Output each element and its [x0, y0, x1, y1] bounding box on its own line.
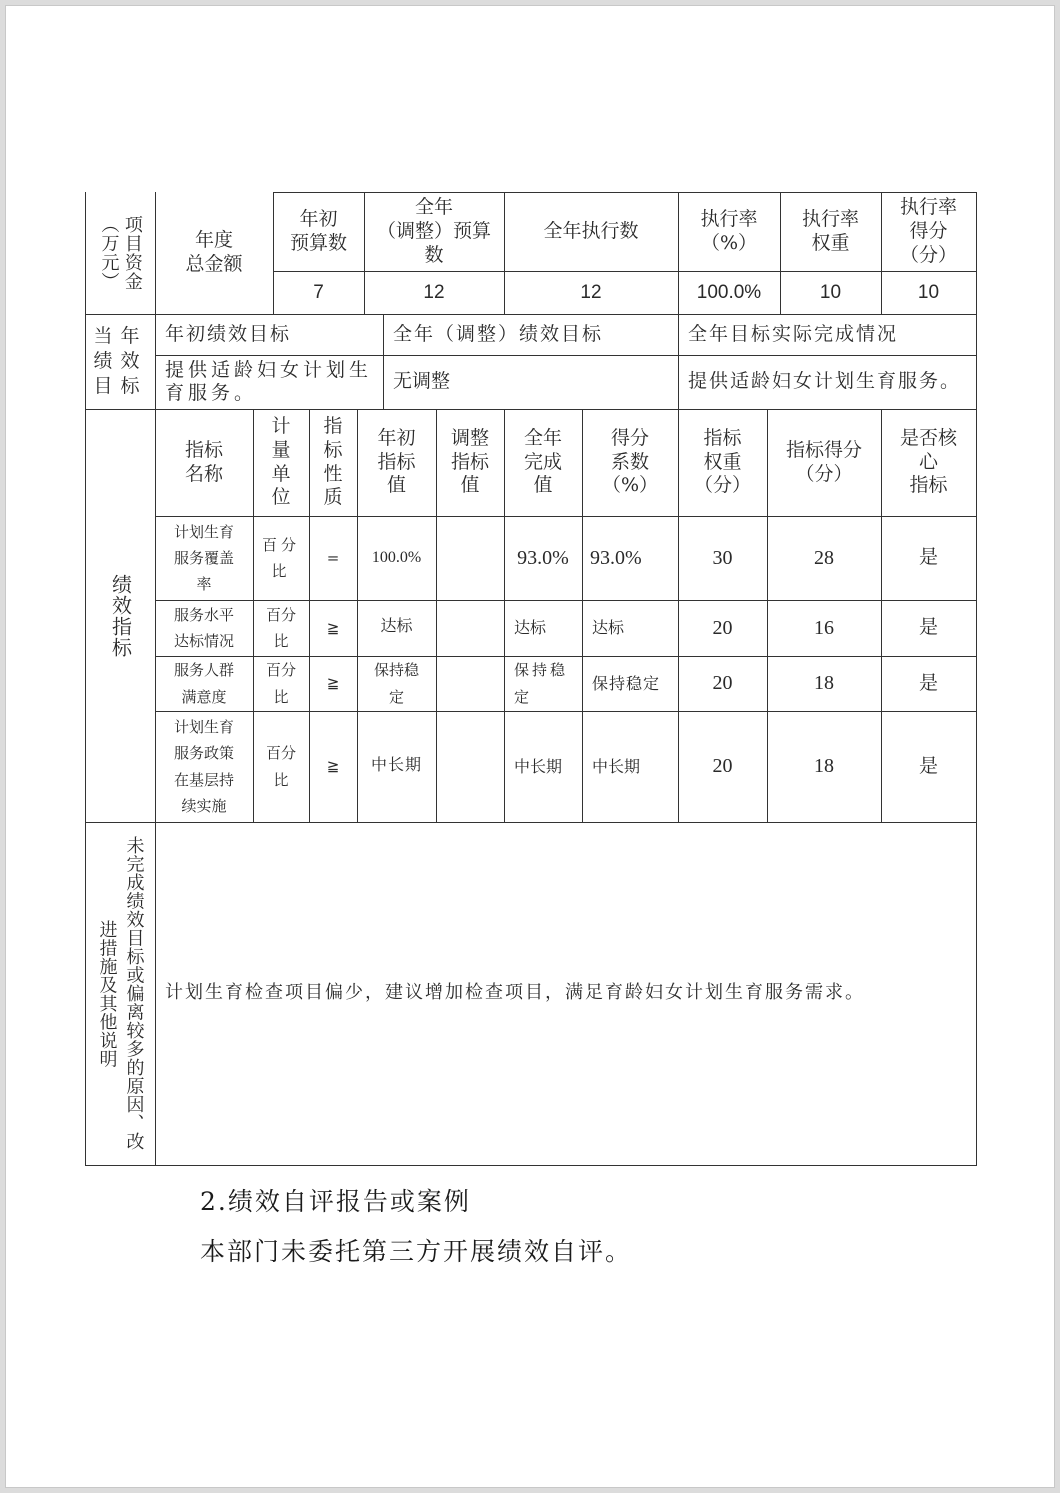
funds-value-adjusted: 12 — [423, 282, 445, 304]
deviation-text: 计划生育检查项目偏少，建议增加检查项目，满足育龄妇女计划生育服务需求。 — [165, 982, 865, 1004]
grid-line — [273, 271, 977, 272]
indicator-row-1-completed: 93.0% — [517, 546, 569, 569]
indicator-row-1-weight: 30 — [712, 546, 733, 569]
indicator-row-3-weight: 20 — [712, 672, 733, 694]
grid-line — [155, 355, 977, 356]
goals-header-actual: 全年目标实际完成情况 — [688, 322, 899, 345]
funds-value-rate: 100.0% — [696, 282, 762, 304]
indicator-row-2-core: 是 — [918, 616, 938, 639]
indicator-row-3-core: 是 — [918, 671, 938, 694]
funds-header-adjusted: 全年 （调整）预算 数 — [376, 196, 491, 266]
indicator-row-2-initial: 达标 — [380, 616, 413, 635]
indicator-row-4-weight: 20 — [712, 755, 733, 777]
indicator-row-4-name: 计划生育 服务政策 在基层持 续实施 — [173, 718, 234, 815]
funds-row-label: 项目资金（万元） — [98, 215, 143, 291]
grid-line — [155, 516, 977, 517]
funds-header-executed: 全年执行数 — [543, 220, 639, 243]
indicators-row-label: 绩效指标 — [108, 573, 133, 658]
goals-header-initial: 年初绩效目标 — [165, 322, 292, 345]
indicator-row-1-initial: 100.0% — [371, 549, 422, 566]
section-body: 本部门未委托第三方开展绩效自评。 — [200, 1237, 633, 1266]
indicator-row-1-nature: = — [326, 548, 340, 567]
indicator-row-3-name: 服务人群 满意度 — [173, 661, 234, 706]
grid-line — [436, 409, 437, 822]
header-indicator-score: 指标得分 （分） — [785, 438, 862, 485]
grid-line — [155, 711, 977, 712]
indicator-row-4-adjusted — [436, 711, 504, 822]
goals-value-adjusted: 无调整 — [393, 370, 451, 393]
grid-line — [155, 192, 156, 1166]
indicator-row-3-initial: 保持稳 定 — [373, 661, 419, 706]
grid-line — [85, 1165, 977, 1166]
indicator-row-1-unit: 百分 比 — [261, 535, 300, 580]
indicator-row-1-name: 计划生育 服务覆盖 率 — [173, 522, 234, 594]
header-unit: 计 量 单 位 — [271, 415, 291, 509]
grid-line — [85, 822, 977, 823]
indicator-row-3-coef: 保持稳定 — [592, 673, 661, 693]
grid-line — [504, 409, 505, 822]
indicator-row-3-unit: 百分 比 — [265, 661, 296, 706]
indicator-row-4-coef: 中长期 — [592, 756, 641, 776]
grid-line — [678, 192, 679, 314]
grid-line — [85, 192, 86, 1166]
grid-line — [253, 409, 254, 822]
indicator-row-2-coef: 达标 — [592, 618, 625, 637]
goals-header-adjusted: 全年（调整）绩效目标 — [393, 322, 604, 345]
indicator-row-1-adjusted — [436, 516, 504, 600]
grid-line — [357, 409, 358, 822]
indicator-row-4-unit: 百分 比 — [265, 744, 296, 789]
funds-value-executed: 12 — [580, 282, 602, 304]
goals-value-initial: 提供适龄妇女计划生育服务。 — [165, 359, 373, 404]
indicator-row-3-score: 18 — [814, 672, 834, 694]
grid-line — [976, 192, 977, 1166]
section-heading: 2.绩效自评报告或案例 — [200, 1187, 471, 1216]
grid-line — [767, 409, 768, 822]
header-core-indicator: 是否核 心 指标 — [899, 426, 957, 497]
grid-line — [383, 314, 384, 409]
indicator-row-2-score: 16 — [814, 616, 834, 639]
indicator-row-3-nature: ≧ — [326, 674, 340, 693]
funds-header-weight: 执行率 权重 — [801, 208, 859, 254]
header-completed-value: 全年 完成 值 — [523, 426, 562, 497]
indicator-row-4-core: 是 — [918, 754, 938, 777]
header-initial-value: 年初 指标 值 — [377, 426, 416, 497]
indicator-row-2-nature: ≧ — [326, 618, 340, 637]
indicator-row-4-initial: 中长期 — [370, 755, 422, 774]
indicator-row-2-completed: 达标 — [514, 618, 547, 637]
indicator-row-2-name: 服务水平 达标情况 — [173, 605, 234, 650]
indicator-row-2-adjusted — [436, 600, 504, 656]
grid-line — [881, 409, 882, 822]
grid-line — [780, 192, 781, 314]
funds-value-initial: 7 — [313, 282, 324, 304]
funds-header-rate: 执行率 （%） — [700, 208, 758, 254]
grid-line — [309, 409, 310, 822]
grid-line — [155, 656, 977, 657]
funds-header-score: 执行率 得分 （分） — [899, 196, 957, 266]
grid-line — [364, 192, 365, 314]
indicator-row-1-score: 28 — [814, 546, 834, 569]
grid-line — [504, 192, 505, 314]
indicator-row-2-unit: 百分 比 — [265, 605, 296, 650]
funds-value-weight: 10 — [819, 282, 842, 304]
grid-line — [273, 192, 274, 314]
grid-line — [678, 409, 679, 822]
indicator-row-4-nature: ≧ — [326, 757, 340, 776]
grid-line — [85, 314, 977, 315]
header-nature: 指 标 性 质 — [323, 415, 343, 509]
indicator-row-4-score: 18 — [814, 755, 834, 777]
header-score-coefficient: 得分 系数 （%） — [601, 426, 659, 497]
funds-value-score: 10 — [917, 282, 940, 304]
indicator-row-3-adjusted — [436, 656, 504, 711]
goals-value-actual: 提供适龄妇女计划生育服务。 — [688, 370, 962, 393]
header-indicator-weight: 指标 权重 （分） — [693, 426, 751, 497]
grid-line — [85, 409, 977, 410]
header-adjusted-value: 调整 指标 值 — [450, 426, 489, 497]
grid-line — [582, 409, 583, 822]
grid-line — [155, 600, 977, 601]
indicator-row-3-completed: 保持稳 定 — [514, 661, 569, 706]
goals-row-label: 当年绩效目标 — [93, 325, 148, 397]
funds-annual-total-label: 年度 总金额 — [185, 229, 243, 275]
funds-header-initial: 年初 预算数 — [289, 208, 347, 254]
indicator-row-1-core: 是 — [918, 546, 938, 569]
grid-line — [678, 314, 679, 409]
grid-line — [273, 192, 977, 193]
indicator-row-1-coef: 93.0% — [590, 546, 642, 569]
grid-line — [881, 192, 882, 314]
indicator-row-4-completed: 中长期 — [514, 756, 563, 776]
indicator-row-2-weight: 20 — [712, 616, 733, 639]
header-indicator-name: 指标 名称 — [184, 438, 223, 485]
deviation-row-label: 未完成绩效目标或偏离较多的原因、改进措施及其他说明 — [96, 836, 145, 1151]
